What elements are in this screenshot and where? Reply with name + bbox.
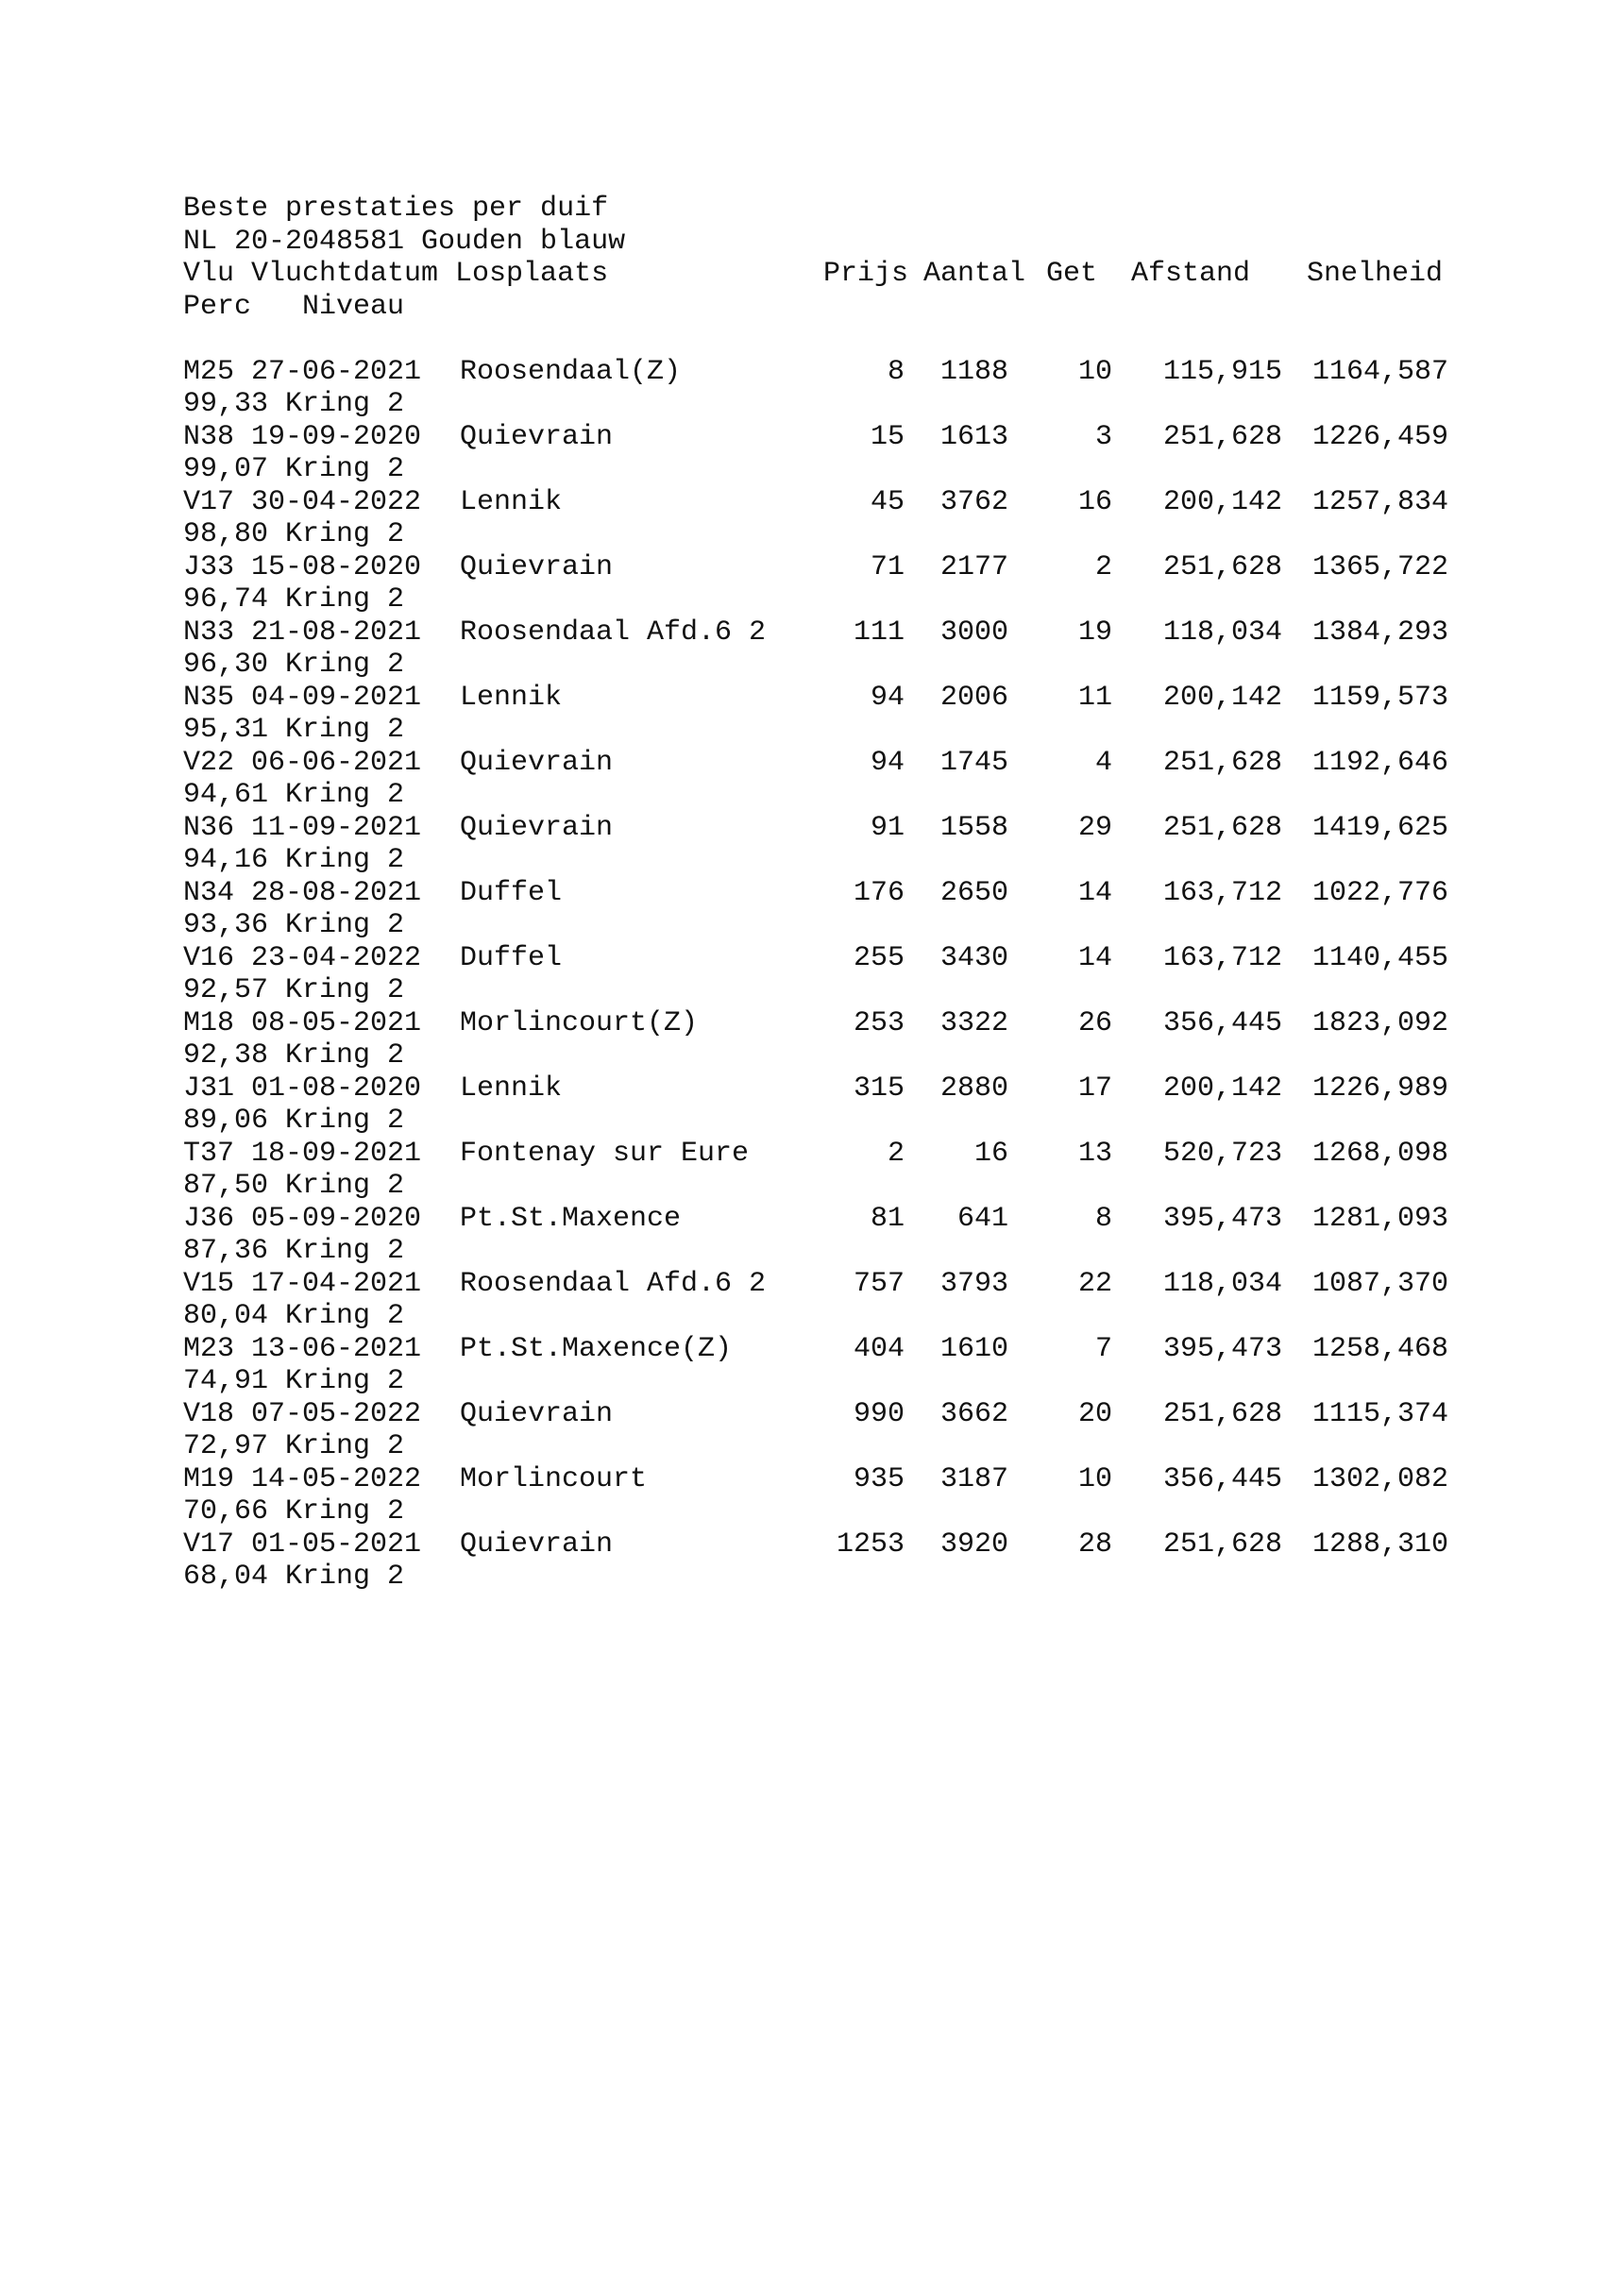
cell-get: 28	[1077, 1528, 1112, 1561]
cell-prijs: 15	[870, 420, 905, 453]
cell-aantal: 1745	[939, 746, 1008, 779]
cell-aantal: 1613	[939, 420, 1008, 453]
cell-get: 3	[1094, 420, 1112, 453]
result-row	[183, 551, 1505, 584]
cell-vlu: M23	[183, 1332, 235, 1365]
cell-vlu: N34	[183, 876, 235, 909]
cell-snelheid: 1226,459	[1311, 420, 1448, 453]
cell-aantal: 16	[973, 1137, 1008, 1170]
result-row-perc-niveau	[183, 1235, 1505, 1268]
cell-vlu-datum	[183, 682, 421, 715]
result-row-perc-niveau	[183, 453, 1505, 486]
result-row-perc-niveau	[183, 649, 1505, 682]
result-row-perc-niveau	[183, 518, 1505, 551]
cell-datum: 13-06-2021	[251, 1332, 422, 1365]
cell-vlu: N35	[183, 681, 235, 714]
cell-aantal: 1558	[939, 811, 1008, 844]
cell-prijs: 935	[853, 1462, 905, 1495]
cell-vlu-datum	[183, 747, 421, 780]
result-row	[183, 1072, 1505, 1106]
cell-snelheid: 1823,092	[1311, 1006, 1448, 1039]
cell-get: 4	[1094, 746, 1112, 779]
cell-niveau: Kring 2	[285, 388, 405, 420]
cell-prijs: 111	[853, 616, 905, 649]
cell-snelheid: 1140,455	[1311, 941, 1448, 974]
cell-vlu-datum	[183, 1203, 421, 1236]
cell-vlu: V17	[183, 1528, 235, 1561]
cell-niveau: Kring 2	[285, 1039, 405, 1072]
cell-vlu: J33	[183, 550, 235, 583]
cell-get: 29	[1077, 811, 1112, 844]
cell-prijs: 94	[870, 681, 905, 714]
cell-vlu-datum	[183, 551, 421, 584]
cell-snelheid: 1087,370	[1311, 1267, 1448, 1300]
cell-perc: 99,33	[183, 388, 269, 420]
cell-datum: 28-08-2021	[251, 876, 422, 909]
header-vlu-datum-losplaats: Vlu Vluchtdatum Losplaats	[183, 258, 609, 290]
cell-datum: 15-08-2020	[251, 550, 422, 583]
header-prijs: Prijs	[823, 258, 909, 290]
cell-niveau: Kring 2	[285, 1430, 405, 1462]
cell-snelheid: 1365,722	[1311, 550, 1448, 583]
cell-aantal: 2880	[939, 1072, 1008, 1105]
cell-perc: 72,97	[183, 1430, 269, 1462]
cell-niveau: Kring 2	[285, 1300, 405, 1332]
cell-get: 10	[1077, 355, 1112, 388]
cell-afstand: 251,628	[1162, 811, 1282, 844]
cell-afstand: 356,445	[1162, 1006, 1282, 1039]
cell-vlu-datum	[183, 1528, 421, 1562]
cell-vlu: V16	[183, 941, 235, 974]
result-row	[183, 747, 1505, 780]
cell-perc: 89,06	[183, 1105, 269, 1137]
cell-niveau: Kring 2	[285, 1170, 405, 1202]
cell-niveau: Kring 2	[285, 453, 405, 485]
cell-prijs: 45	[870, 485, 905, 518]
cell-afstand: 395,473	[1162, 1332, 1282, 1365]
cell-niveau: Kring 2	[285, 779, 405, 811]
cell-prijs: 2	[887, 1137, 905, 1170]
cell-prijs: 8	[887, 355, 905, 388]
result-row-perc-niveau	[183, 583, 1505, 616]
cell-losplaats: Pt.St.Maxence	[460, 1202, 682, 1235]
cell-prijs: 990	[853, 1397, 905, 1430]
cell-vlu: M25	[183, 355, 235, 388]
cell-losplaats: Quievrain	[460, 1397, 614, 1430]
result-row	[183, 356, 1505, 389]
cell-aantal: 3322	[939, 1006, 1008, 1039]
cell-prijs: 315	[853, 1072, 905, 1105]
cell-snelheid: 1302,082	[1311, 1462, 1448, 1495]
result-row-perc-niveau	[183, 974, 1505, 1007]
cell-snelheid: 1281,093	[1311, 1202, 1448, 1235]
cell-vlu: V17	[183, 485, 235, 518]
cell-prijs: 404	[853, 1332, 905, 1365]
cell-get: 8	[1094, 1202, 1112, 1235]
result-row	[183, 877, 1505, 910]
cell-snelheid: 1268,098	[1311, 1137, 1448, 1170]
cell-afstand: 251,628	[1162, 420, 1282, 453]
cell-perc: 93,36	[183, 909, 269, 941]
cell-datum: 01-05-2021	[251, 1528, 422, 1561]
cell-losplaats: Lennik	[460, 485, 563, 518]
cell-perc: 92,57	[183, 974, 269, 1006]
cell-losplaats: Roosendaal(Z)	[460, 355, 682, 388]
cell-niveau: Kring 2	[285, 1105, 405, 1137]
cell-prijs: 91	[870, 811, 905, 844]
cell-niveau: Kring 2	[285, 974, 405, 1006]
cell-get: 2	[1094, 550, 1112, 583]
cell-get: 14	[1077, 876, 1112, 909]
cell-afstand: 163,712	[1162, 941, 1282, 974]
cell-vlu-datum	[183, 1007, 421, 1040]
cell-get: 26	[1077, 1006, 1112, 1039]
result-row	[183, 1463, 1505, 1496]
result-row-perc-niveau	[183, 1105, 1505, 1138]
cell-datum: 11-09-2021	[251, 811, 422, 844]
result-row	[183, 1268, 1505, 1301]
result-row	[183, 486, 1505, 519]
result-row-perc-niveau	[183, 779, 1505, 812]
cell-vlu-datum	[183, 1463, 421, 1496]
column-header-row	[183, 258, 1505, 291]
cell-perc: 80,04	[183, 1300, 269, 1332]
cell-aantal: 3000	[939, 616, 1008, 649]
cell-snelheid: 1288,310	[1311, 1528, 1448, 1561]
cell-losplaats: Quievrain	[460, 811, 614, 844]
cell-niveau: Kring 2	[285, 714, 405, 746]
result-row	[183, 942, 1505, 975]
header-snelheid: Snelheid	[1307, 258, 1444, 290]
cell-losplaats: Quievrain	[460, 420, 614, 453]
result-row-perc-niveau	[183, 388, 1505, 421]
cell-aantal: 3793	[939, 1267, 1008, 1300]
cell-snelheid: 1384,293	[1311, 616, 1448, 649]
cell-snelheid: 1192,646	[1311, 746, 1448, 779]
cell-perc: 96,30	[183, 649, 269, 681]
cell-datum: 01-08-2020	[251, 1072, 422, 1105]
cell-get: 22	[1077, 1267, 1112, 1300]
cell-get: 11	[1077, 681, 1112, 714]
cell-afstand: 200,142	[1162, 485, 1282, 518]
cell-prijs: 255	[853, 941, 905, 974]
cell-get: 16	[1077, 485, 1112, 518]
result-row	[183, 1007, 1505, 1040]
blank-line	[183, 323, 1505, 356]
cell-afstand: 118,034	[1162, 1267, 1282, 1300]
cell-perc: 68,04	[183, 1561, 269, 1593]
result-row	[183, 812, 1505, 845]
cell-losplaats: Pt.St.Maxence(Z)	[460, 1332, 733, 1365]
cell-aantal: 2177	[939, 550, 1008, 583]
cell-vlu: M18	[183, 1006, 235, 1039]
result-row-perc-niveau	[183, 1300, 1505, 1333]
cell-afstand: 251,628	[1162, 1397, 1282, 1430]
cell-snelheid: 1115,374	[1311, 1397, 1448, 1430]
cell-niveau: Kring 2	[285, 649, 405, 681]
cell-datum: 05-09-2020	[251, 1202, 422, 1235]
result-row-perc-niveau	[183, 1561, 1505, 1594]
cell-vlu: V22	[183, 746, 235, 779]
cell-datum: 19-09-2020	[251, 420, 422, 453]
cell-perc: 74,91	[183, 1365, 269, 1397]
cell-afstand: 200,142	[1162, 681, 1282, 714]
cell-get: 10	[1077, 1462, 1112, 1495]
cell-get: 17	[1077, 1072, 1112, 1105]
cell-afstand: 115,915	[1162, 355, 1282, 388]
cell-perc: 98,80	[183, 518, 269, 550]
result-row	[183, 1333, 1505, 1366]
cell-losplaats: Lennik	[460, 681, 563, 714]
result-row	[183, 1203, 1505, 1236]
cell-aantal: 3187	[939, 1462, 1008, 1495]
cell-afstand: 200,142	[1162, 1072, 1282, 1105]
cell-afstand: 251,628	[1162, 1528, 1282, 1561]
cell-vlu-datum	[183, 356, 421, 389]
cell-perc: 92,38	[183, 1039, 269, 1072]
pigeon-identifier: NL 20-2048581 Gouden blauw	[183, 225, 626, 258]
cell-prijs: 1253	[836, 1528, 905, 1561]
cell-niveau: Kring 2	[285, 518, 405, 550]
cell-vlu-datum	[183, 1333, 421, 1366]
cell-get: 19	[1077, 616, 1112, 649]
result-row	[183, 1398, 1505, 1431]
cell-vlu: N33	[183, 616, 235, 649]
result-row-perc-niveau	[183, 1430, 1505, 1463]
cell-snelheid: 1419,625	[1311, 811, 1448, 844]
cell-datum: 27-06-2021	[251, 355, 422, 388]
header-aantal: Aantal	[923, 258, 1026, 290]
cell-aantal: 1188	[939, 355, 1008, 388]
cell-prijs: 253	[853, 1006, 905, 1039]
result-row-perc-niveau	[183, 1039, 1505, 1072]
result-row-perc-niveau	[183, 844, 1505, 877]
cell-aantal: 3662	[939, 1397, 1008, 1430]
results-list	[183, 356, 1505, 1594]
cell-aantal: 3762	[939, 485, 1008, 518]
cell-vlu-datum	[183, 812, 421, 845]
cell-datum: 06-06-2021	[251, 746, 422, 779]
cell-niveau: Kring 2	[285, 844, 405, 876]
cell-datum: 30-04-2022	[251, 485, 422, 518]
cell-losplaats: Fontenay sur Eure	[460, 1137, 750, 1170]
cell-niveau: Kring 2	[285, 583, 405, 616]
cell-vlu-datum	[183, 1138, 421, 1171]
cell-aantal: 1610	[939, 1332, 1008, 1365]
cell-vlu-datum	[183, 486, 421, 519]
cell-niveau: Kring 2	[285, 1495, 405, 1528]
cell-aantal: 641	[956, 1202, 1008, 1235]
cell-prijs: 71	[870, 550, 905, 583]
cell-losplaats: Morlincourt	[460, 1462, 648, 1495]
result-row-perc-niveau	[183, 1365, 1505, 1398]
cell-losplaats: Quievrain	[460, 1528, 614, 1561]
document-title: Beste prestaties per duif	[183, 193, 609, 225]
cell-perc: 87,50	[183, 1170, 269, 1202]
cell-losplaats: Quievrain	[460, 550, 614, 583]
cell-losplaats: Duffel	[460, 941, 563, 974]
cell-perc: 99,07	[183, 453, 269, 485]
cell-aantal: 3920	[939, 1528, 1008, 1561]
cell-vlu-datum	[183, 421, 421, 454]
result-row	[183, 1528, 1505, 1562]
header-get: Get	[1046, 258, 1098, 290]
cell-perc: 94,16	[183, 844, 269, 876]
cell-vlu-datum	[183, 1398, 421, 1431]
cell-losplaats: Morlincourt(Z)	[460, 1006, 699, 1039]
cell-vlu: J36	[183, 1202, 235, 1235]
cell-perc: 70,66	[183, 1495, 269, 1528]
cell-niveau: Kring 2	[285, 1365, 405, 1397]
cell-prijs: 81	[870, 1202, 905, 1235]
cell-vlu: J31	[183, 1072, 235, 1105]
cell-get: 20	[1077, 1397, 1112, 1430]
cell-datum: 21-08-2021	[251, 616, 422, 649]
cell-prijs: 176	[853, 876, 905, 909]
cell-prijs: 94	[870, 746, 905, 779]
cell-vlu: N36	[183, 811, 235, 844]
cell-vlu-datum	[183, 1268, 421, 1301]
cell-afstand: 356,445	[1162, 1462, 1282, 1495]
cell-niveau: Kring 2	[285, 1561, 405, 1593]
header-afstand: Afstand	[1131, 258, 1251, 290]
cell-datum: 07-05-2022	[251, 1397, 422, 1430]
cell-get: 14	[1077, 941, 1112, 974]
cell-aantal: 2006	[939, 681, 1008, 714]
cell-aantal: 2650	[939, 876, 1008, 909]
result-row-perc-niveau	[183, 909, 1505, 942]
cell-afstand: 118,034	[1162, 616, 1282, 649]
header-perc-niveau: Perc Niveau	[183, 290, 405, 323]
cell-vlu: V15	[183, 1267, 235, 1300]
cell-snelheid: 1258,468	[1311, 1332, 1448, 1365]
cell-losplaats: Quievrain	[460, 746, 614, 779]
cell-losplaats: Lennik	[460, 1072, 563, 1105]
cell-snelheid: 1022,776	[1311, 876, 1448, 909]
cell-vlu-datum	[183, 877, 421, 910]
cell-vlu-datum	[183, 942, 421, 975]
cell-datum: 17-04-2021	[251, 1267, 422, 1300]
cell-vlu: V18	[183, 1397, 235, 1430]
result-row-perc-niveau	[183, 1170, 1505, 1203]
cell-perc: 94,61	[183, 779, 269, 811]
cell-snelheid: 1164,587	[1311, 355, 1448, 388]
cell-aantal: 3430	[939, 941, 1008, 974]
cell-niveau: Kring 2	[285, 1235, 405, 1267]
cell-niveau: Kring 2	[285, 909, 405, 941]
result-row	[183, 616, 1505, 650]
cell-snelheid: 1226,989	[1311, 1072, 1448, 1105]
cell-datum: 08-05-2021	[251, 1006, 422, 1039]
result-row	[183, 682, 1505, 715]
result-row-perc-niveau	[183, 714, 1505, 747]
cell-perc: 87,36	[183, 1235, 269, 1267]
document-page	[183, 193, 1505, 1594]
cell-afstand: 520,723	[1162, 1137, 1282, 1170]
cell-vlu-datum	[183, 1072, 421, 1106]
cell-datum: 14-05-2022	[251, 1462, 422, 1495]
cell-perc: 95,31	[183, 714, 269, 746]
cell-datum: 23-04-2022	[251, 941, 422, 974]
cell-perc: 96,74	[183, 583, 269, 616]
cell-afstand: 251,628	[1162, 746, 1282, 779]
cell-afstand: 163,712	[1162, 876, 1282, 909]
cell-get: 7	[1094, 1332, 1112, 1365]
cell-snelheid: 1159,573	[1311, 681, 1448, 714]
result-row	[183, 1138, 1505, 1171]
cell-prijs: 757	[853, 1267, 905, 1300]
cell-vlu: M19	[183, 1462, 235, 1495]
result-row	[183, 421, 1505, 454]
cell-get: 13	[1077, 1137, 1112, 1170]
cell-losplaats: Roosendaal Afd.6 2	[460, 616, 767, 649]
result-row-perc-niveau	[183, 1495, 1505, 1528]
cell-vlu: N38	[183, 420, 235, 453]
cell-afstand: 251,628	[1162, 550, 1282, 583]
cell-vlu-datum	[183, 616, 421, 650]
cell-snelheid: 1257,834	[1311, 485, 1448, 518]
cell-datum: 04-09-2021	[251, 681, 422, 714]
cell-afstand: 395,473	[1162, 1202, 1282, 1235]
cell-losplaats: Roosendaal Afd.6 2	[460, 1267, 767, 1300]
cell-losplaats: Duffel	[460, 876, 563, 909]
cell-vlu: T37	[183, 1137, 235, 1170]
cell-datum: 18-09-2021	[251, 1137, 422, 1170]
